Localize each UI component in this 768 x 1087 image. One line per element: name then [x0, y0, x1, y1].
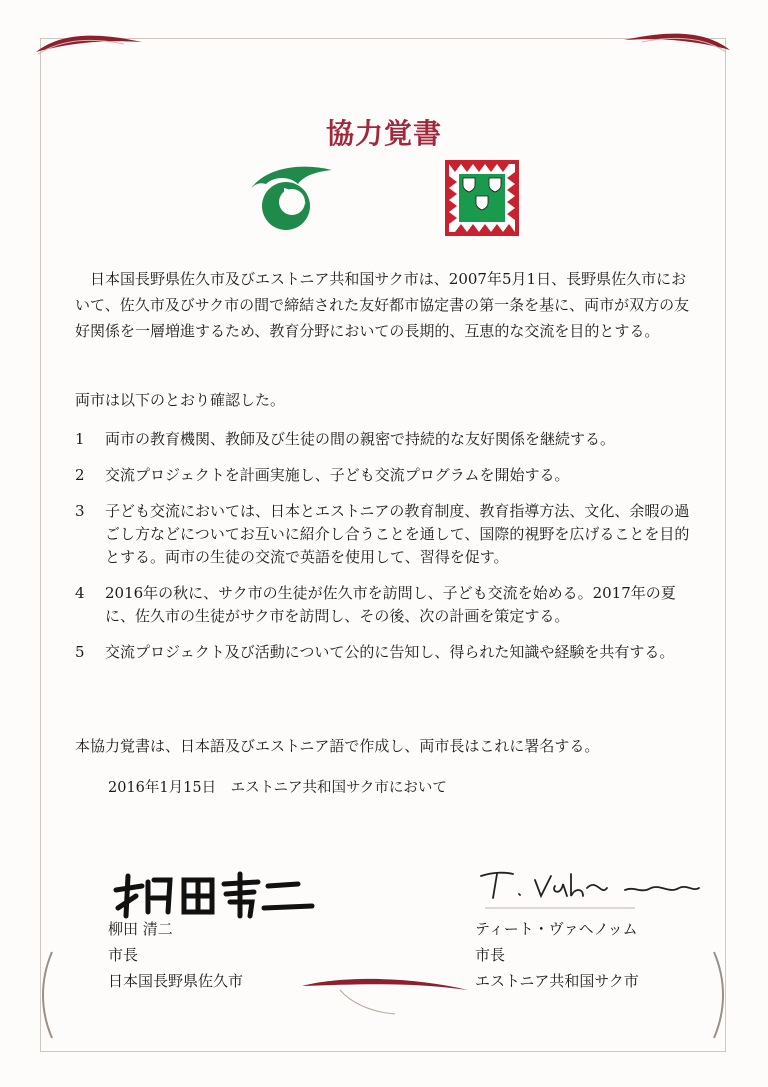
agreement-items: [75, 428, 700, 677]
right-signatory-name: ティート・ヴァヘノッム: [475, 920, 638, 938]
left-signature: [108, 868, 318, 920]
left-signatory-name: 柳田 清二: [108, 920, 173, 938]
item-number: 4: [75, 584, 85, 602]
item-text: 交流プロジェクトを計画実施し、子ども交流プログラムを開始する。: [105, 466, 570, 484]
list-item: [75, 428, 700, 451]
item-number: 3: [75, 502, 85, 520]
item-number: 5: [75, 643, 85, 661]
left-signatory-block: [108, 916, 243, 994]
top-left-ornament: [34, 30, 144, 60]
item-text: 両市の教育機関、教師及び生徒の間の親密で持続的な友好関係を継続する。: [105, 430, 616, 448]
item-number: 1: [75, 430, 85, 448]
item-text: 交流プロジェクト及び活動について公的に告知し、得られた知識や経験を共有する。: [105, 643, 675, 661]
confirmation-lead: 両市は以下のとおり確認した。: [75, 391, 286, 409]
closing-statement: 本協力覚書は、日本語及びエストニア語で作成し、両市長はこれに署名する。: [75, 737, 600, 755]
right-signature: [475, 866, 705, 912]
top-right-ornament: [622, 28, 732, 58]
left-signatory-role: 市長: [108, 946, 139, 964]
saku-estonia-coat-of-arms-icon: [445, 160, 519, 236]
item-text: 2016年の秋に、サク市の生徒が佐久市を訪問し、子ども交流を始める。2017年の夏に、佐久市の生徒がサク市を訪問し、その後、次の計画を策定する。: [105, 584, 676, 625]
bottom-right-ornament: [708, 950, 728, 1040]
right-signatory-block: [475, 916, 639, 994]
item-text: 子ども交流においては、日本とエストニアの教育制度、教育指導方法、文化、余暇の過ごし方などについてお互いに紹介し合うことを通して、国際的視野を広げることを目的とする。両市の生徒の交流で英語を使用して、習得を促す。: [105, 502, 690, 566]
list-item: [75, 582, 700, 628]
item-number: 2: [75, 466, 85, 484]
right-signatory-role: 市長: [475, 946, 506, 964]
bottom-left-ornament: [38, 950, 58, 1040]
bottom-center-ornament: [300, 976, 470, 1016]
list-item: [75, 500, 700, 569]
saku-city-emblem-icon: [244, 162, 334, 232]
list-item: [75, 464, 700, 487]
left-signatory-city: 日本国長野県佐久市: [108, 972, 244, 990]
right-signatory-city: エストニア共和国サク市: [475, 972, 639, 990]
intro-paragraph: 日本国長野県佐久市及びエストニア共和国サク市は、2007年5月1日、長野県佐久市において、佐久市及びサク市の間で締結された友好都市協定書の第一条を基に、両市が双方の友好関係を一層増進するため、教育分野においての長期的、互恵的な交流を目的とする。: [75, 270, 690, 340]
document-title: 協力覚書: [325, 117, 442, 150]
list-item: [75, 641, 700, 664]
date-place-line: 2016年1月15日 エストニア共和国サク市において: [108, 780, 447, 796]
